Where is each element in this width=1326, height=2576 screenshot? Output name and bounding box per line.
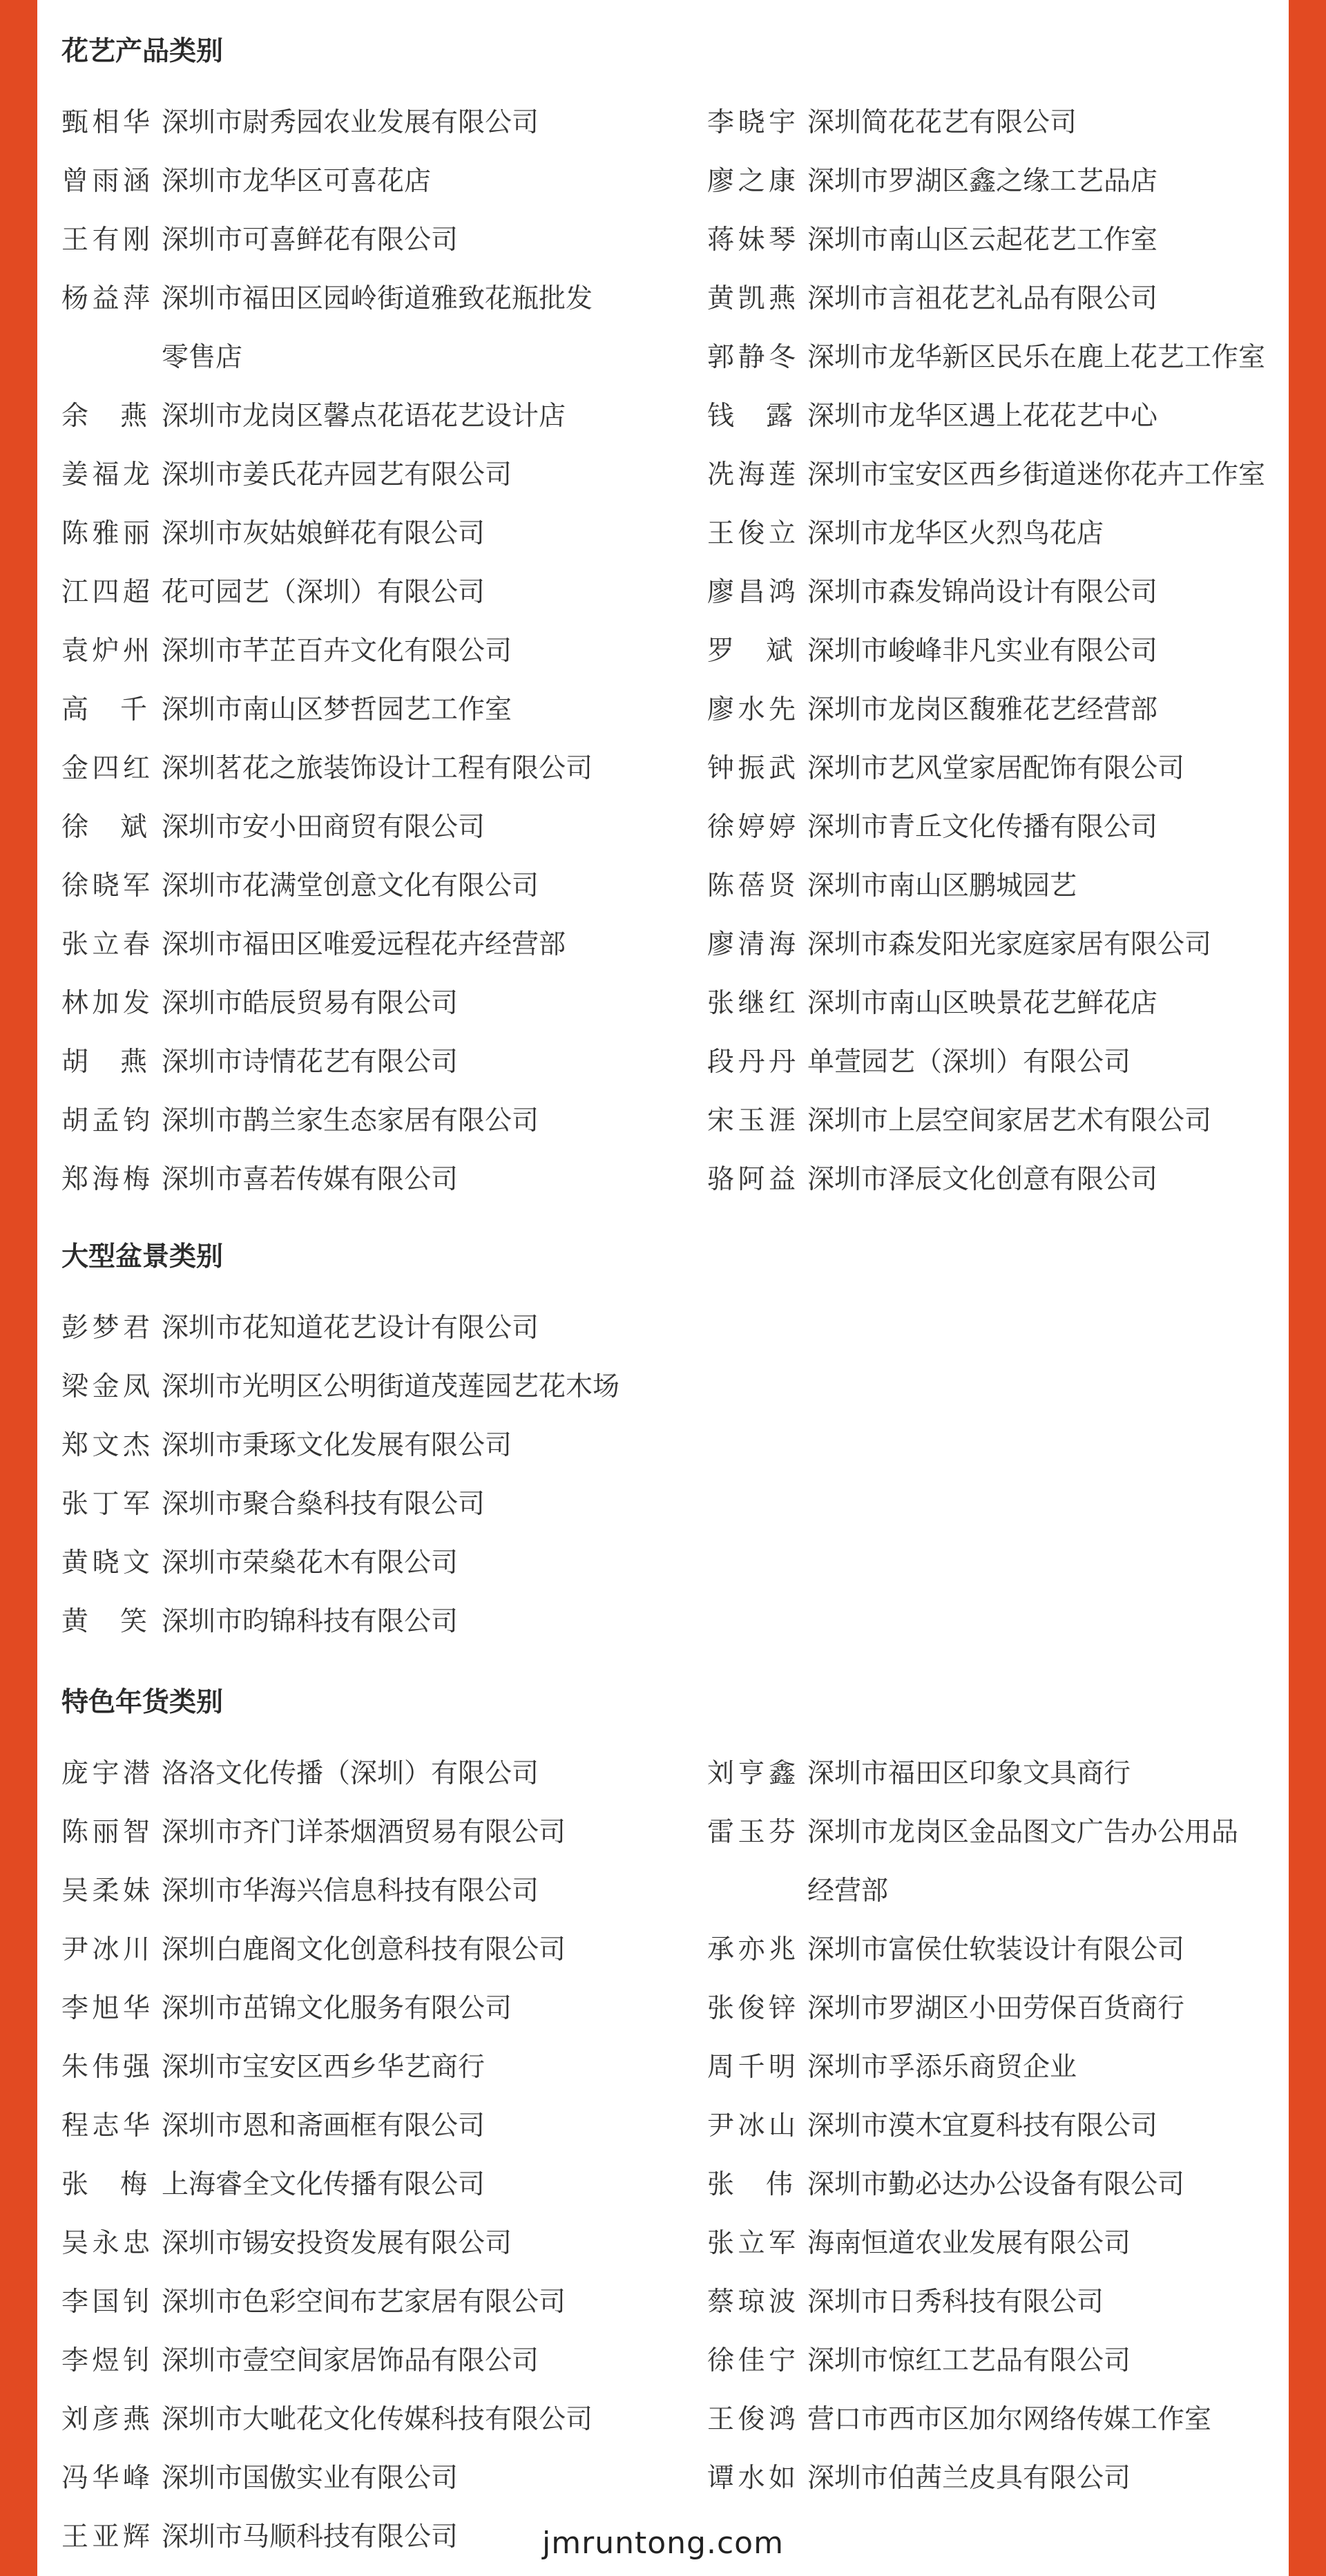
winner-list-left	[61, 1744, 683, 2566]
winner-name: 林加发	[61, 988, 150, 1019]
winner-entry	[61, 563, 683, 622]
company-name: 深圳市色彩空间布艺家居有限公司	[162, 2287, 566, 2318]
winner-entry	[707, 1979, 1289, 2038]
winner-entry	[707, 2390, 1289, 2449]
winner-entry	[61, 974, 683, 1033]
company-name: 上海睿全文化传播有限公司	[162, 2169, 486, 2200]
winner-name: 张继红	[707, 988, 796, 1019]
winner-name: 姜福龙	[61, 459, 150, 490]
winner-entry	[707, 915, 1289, 974]
company-name: 深圳市罗湖区鑫之缘工艺品店	[807, 166, 1158, 197]
winner-name: 金四红	[61, 753, 150, 784]
winner-entry	[61, 152, 683, 211]
document-page	[37, 0, 1289, 2576]
winner-entry	[61, 2214, 683, 2273]
winner-entry	[61, 1862, 683, 1920]
winner-name: 王俊鸿	[707, 2404, 796, 2435]
winner-entry	[707, 1744, 1289, 1803]
winner-entry	[707, 2331, 1289, 2390]
winner-name: 张俊锌	[707, 1993, 796, 2024]
company-name: 深圳茗花之旅装饰设计工程有限公司	[162, 753, 593, 784]
company-name: 深圳市森发阳光家庭家居有限公司	[807, 929, 1212, 960]
company-name: 深圳市龙岗区金品图文广告办公用品 经营部	[807, 1817, 1239, 1907]
company-name: 深圳市峻峰非凡实业有限公司	[807, 636, 1158, 667]
winner-entry	[61, 2273, 683, 2331]
winner-name: 徐晓军	[61, 870, 150, 901]
company-name: 深圳市诗情花艺有限公司	[162, 1047, 459, 1078]
winner-name: 廖昌鸿	[707, 577, 796, 608]
winner-list-left	[61, 1299, 683, 1651]
winner-entry	[707, 93, 1289, 152]
winner-entry	[61, 1803, 683, 1862]
winner-entry	[61, 1534, 683, 1592]
winner-entry	[61, 1150, 683, 1209]
winner-name: 徐婷婷	[707, 812, 796, 843]
company-name: 深圳市喜若传媒有限公司	[162, 1164, 459, 1195]
winner-entry	[707, 798, 1289, 857]
winner-name: 黄晓文	[61, 1547, 150, 1578]
company-name: 深圳市荣燊花木有限公司	[162, 1547, 459, 1578]
company-name: 深圳市锡安投资发展有限公司	[162, 2228, 512, 2259]
company-name: 深圳市福田区园岭街道雅致花瓶批发 零售店	[162, 283, 593, 373]
company-name: 深圳市伯茜兰皮具有限公司	[807, 2463, 1131, 2494]
winner-entry	[707, 739, 1289, 798]
company-name: 深圳市孚添乐商贸企业	[807, 2052, 1077, 2083]
company-name: 洛洛文化传播（深圳）有限公司	[162, 1758, 539, 1789]
winner-name: 彭梦君	[61, 1313, 150, 1344]
winner-name: 张立军	[707, 2228, 796, 2259]
winner-name: 宋玉涯	[707, 1105, 796, 1136]
company-name: 深圳市日秀科技有限公司	[807, 2287, 1104, 2318]
winner-entry	[61, 798, 683, 857]
company-name: 深圳市龙华区火烈鸟花店	[807, 518, 1104, 549]
company-name: 海南恒道农业发展有限公司	[807, 2228, 1131, 2259]
winner-entry	[707, 2097, 1289, 2155]
winner-name: 周千明	[707, 2052, 796, 2083]
winner-name: 徐佳宁	[707, 2345, 796, 2376]
company-name: 深圳市罗湖区小田劳保百货商行	[807, 1993, 1185, 2024]
winner-entry	[707, 563, 1289, 622]
winner-entry	[707, 2449, 1289, 2508]
winner-entry	[707, 2273, 1289, 2331]
section-title: 花艺产品类别	[61, 36, 224, 67]
winner-entry	[61, 1299, 683, 1357]
winner-name: 张立春	[61, 929, 150, 960]
winner-name: 尹冰山	[707, 2110, 796, 2141]
winner-name: 张伟	[707, 2169, 825, 2200]
company-name: 深圳市龙华区遇上花花艺中心	[807, 401, 1158, 432]
winner-name: 承亦兆	[707, 1934, 796, 1965]
winner-name: 雷玉芬	[707, 1817, 796, 1848]
winner-entry	[707, 1033, 1289, 1091]
winner-list-right	[707, 93, 1289, 1209]
company-name: 深圳市青丘文化传播有限公司	[807, 812, 1158, 843]
winner-name: 蔡琼波	[707, 2287, 796, 2318]
winner-entry	[707, 2214, 1289, 2273]
company-name: 深圳市龙岗区馥雅花艺经营部	[807, 694, 1158, 725]
company-name: 深圳市壹空间家居饰品有限公司	[162, 2345, 539, 2376]
winner-entry	[707, 211, 1289, 269]
company-name: 深圳市富侯仕软装设计有限公司	[807, 1934, 1185, 1965]
winner-name: 杨益萍	[61, 283, 150, 314]
winner-entry	[61, 504, 683, 563]
company-name: 深圳市宝安区西乡街道迷你花卉工作室	[807, 459, 1266, 490]
winner-entry	[707, 857, 1289, 915]
company-name: 深圳市龙岗区馨点花语花艺设计店	[162, 401, 566, 432]
winner-entry	[61, 2038, 683, 2097]
watermark-text: jmruntong.com	[542, 2526, 784, 2561]
company-name: 深圳市安小田商贸有限公司	[162, 812, 486, 843]
winner-name: 段丹丹	[707, 1047, 796, 1078]
section-title: 大型盆景类别	[61, 1241, 224, 1272]
winner-name: 廖水先	[707, 694, 796, 725]
company-name: 深圳市宝安区西乡华艺商行	[162, 2052, 486, 2083]
winner-name: 甄相华	[61, 107, 150, 138]
winner-name: 黄笑	[61, 1606, 180, 1637]
winner-entry	[707, 1803, 1289, 1920]
winner-name: 郑文杰	[61, 1430, 150, 1461]
company-name: 深圳市上层空间家居艺术有限公司	[807, 1105, 1212, 1136]
winner-name: 王俊立	[707, 518, 796, 549]
winner-entry	[61, 2449, 683, 2508]
winner-name: 蒋妹琴	[707, 225, 796, 256]
winner-entry	[61, 1357, 683, 1416]
winner-entry	[61, 1416, 683, 1475]
section-large-bonsai	[37, 1237, 1289, 1651]
winner-name: 李旭华	[61, 1993, 150, 2024]
winner-entry	[61, 93, 683, 152]
company-name: 深圳市齐门详茶烟酒贸易有限公司	[162, 1817, 566, 1848]
winner-entry	[707, 974, 1289, 1033]
winner-entry	[61, 1920, 683, 1979]
winner-entry	[61, 1475, 683, 1534]
company-name: 深圳市国傲实业有限公司	[162, 2463, 459, 2494]
company-name: 深圳白鹿阁文化创意科技有限公司	[162, 1934, 566, 1965]
winner-entry	[61, 2331, 683, 2390]
winner-entry	[707, 680, 1289, 739]
winner-name: 陈雅丽	[61, 518, 150, 549]
winner-entry	[707, 2155, 1289, 2214]
winner-name: 谭水如	[707, 2463, 796, 2494]
company-name: 深圳市南山区鹏城园艺	[807, 870, 1077, 901]
winner-entry	[707, 2038, 1289, 2097]
winner-name: 郭静冬	[707, 342, 796, 373]
winner-name: 冼海莲	[707, 459, 796, 490]
winner-entry	[61, 915, 683, 974]
winner-entry	[61, 1744, 683, 1803]
winner-name: 朱伟强	[61, 2052, 150, 2083]
company-name: 深圳市惊红工艺品有限公司	[807, 2345, 1131, 2376]
company-name: 深圳市泽辰文化创意有限公司	[807, 1164, 1158, 1195]
winner-name: 王亚辉	[61, 2521, 150, 2553]
winner-entry	[61, 2097, 683, 2155]
section-title: 特色年货类别	[61, 1687, 224, 1718]
winner-name: 徐斌	[61, 812, 180, 843]
winner-name: 吴永忠	[61, 2228, 150, 2259]
company-name: 深圳市尉秀园农业发展有限公司	[162, 107, 539, 138]
company-name: 深圳市灰姑娘鲜花有限公司	[162, 518, 486, 549]
winner-name: 廖之康	[707, 166, 796, 197]
winner-entry	[707, 328, 1289, 387]
company-name: 深圳市南山区梦哲园艺工作室	[162, 694, 512, 725]
winner-name: 廖清海	[707, 929, 796, 960]
winner-name: 曾雨涵	[61, 166, 150, 197]
winner-entry	[61, 2390, 683, 2449]
company-name: 营口市西市区加尔网络传媒工作室	[807, 2404, 1212, 2435]
winner-name: 郑海梅	[61, 1164, 150, 1195]
company-name: 深圳市艺风堂家居配饰有限公司	[807, 753, 1185, 784]
company-name: 深圳市福田区唯爱远程花卉经营部	[162, 929, 566, 960]
winner-name: 李国钊	[61, 2287, 150, 2318]
winner-entry	[707, 504, 1289, 563]
company-name: 单萱园艺（深圳）有限公司	[807, 1047, 1131, 1078]
company-name: 深圳市花满堂创意文化有限公司	[162, 870, 539, 901]
winner-name: 尹冰川	[61, 1934, 150, 1965]
winner-name: 胡燕	[61, 1047, 180, 1078]
company-name: 深圳市马顺科技有限公司	[162, 2521, 459, 2553]
company-name: 深圳市花知道花艺设计有限公司	[162, 1313, 539, 1344]
company-name: 深圳市茁锦文化服务有限公司	[162, 1993, 512, 2024]
winner-entry	[61, 2155, 683, 2214]
company-name: 深圳市鹊兰家生态家居有限公司	[162, 1105, 539, 1136]
company-name: 深圳市秉琢文化发展有限公司	[162, 1430, 512, 1461]
winner-name: 袁炉州	[61, 636, 150, 667]
winner-name: 梁金凤	[61, 1371, 150, 1402]
company-name: 深圳市恩和斋画框有限公司	[162, 2110, 486, 2141]
company-name: 深圳市南山区映景花艺鲜花店	[807, 988, 1158, 1019]
section-flower-products	[37, 31, 1289, 1205]
winner-entry	[61, 1091, 683, 1150]
company-name: 花可园艺（深圳）有限公司	[162, 577, 486, 608]
company-name: 深圳市龙华区可喜花店	[162, 166, 432, 197]
winner-entry	[61, 387, 683, 446]
winner-entry	[61, 1033, 683, 1091]
company-name: 深圳市姜氏花卉园艺有限公司	[162, 459, 512, 490]
company-name: 深圳市昀锦科技有限公司	[162, 1606, 459, 1637]
company-name: 深圳市华海兴信息科技有限公司	[162, 1876, 539, 1907]
company-name: 深圳市光明区公明街道茂莲园艺花木场	[162, 1371, 620, 1402]
winner-name: 李煜钊	[61, 2345, 150, 2376]
winner-entry	[61, 269, 683, 387]
company-name: 深圳市龙华新区民乐在鹿上花艺工作室	[807, 342, 1266, 373]
company-name: 深圳市南山区云起花艺工作室	[807, 225, 1158, 256]
company-name: 深圳市福田区印象文具商行	[807, 1758, 1131, 1789]
winner-entry	[61, 211, 683, 269]
winner-name: 陈丽智	[61, 1817, 150, 1848]
company-name: 深圳市言祖花艺礼品有限公司	[807, 283, 1158, 314]
company-name: 深圳市漠木宜夏科技有限公司	[807, 2110, 1158, 2141]
winner-entry	[61, 446, 683, 504]
winner-entry	[61, 622, 683, 680]
winner-name: 冯华峰	[61, 2463, 150, 2494]
winner-entry	[707, 446, 1289, 504]
company-name: 深圳市森发锦尚设计有限公司	[807, 577, 1158, 608]
winner-entry	[61, 857, 683, 915]
winner-name: 张梅	[61, 2169, 180, 2200]
winner-entry	[61, 680, 683, 739]
winner-entry	[61, 1979, 683, 2038]
winner-name: 罗斌	[707, 636, 825, 667]
winner-entry	[707, 1920, 1289, 1979]
winner-name: 刘彦燕	[61, 2404, 150, 2435]
company-name: 深圳市芊芷百卉文化有限公司	[162, 636, 512, 667]
winner-name: 陈蓓贤	[707, 870, 796, 901]
winner-name: 高千	[61, 694, 180, 725]
winner-name: 吴柔妹	[61, 1876, 150, 1907]
winner-entry	[707, 622, 1289, 680]
winner-name: 张丁军	[61, 1489, 150, 1520]
winner-name: 刘亨鑫	[707, 1758, 796, 1789]
winner-name: 骆阿益	[707, 1164, 796, 1195]
winner-entry	[707, 1091, 1289, 1150]
section-new-year-goods	[37, 1682, 1289, 2576]
winner-name: 王有刚	[61, 225, 150, 256]
company-name: 深圳市聚合燊科技有限公司	[162, 1489, 486, 1520]
winner-name: 钱露	[707, 401, 825, 432]
winner-name: 程志华	[61, 2110, 150, 2141]
winner-name: 余燕	[61, 401, 180, 432]
winner-list-right	[707, 1744, 1289, 2508]
winner-entry	[707, 269, 1289, 328]
winner-name: 江四超	[61, 577, 150, 608]
winner-name: 黄凯燕	[707, 283, 796, 314]
winner-entry	[61, 1592, 683, 1651]
company-name: 深圳市可喜鲜花有限公司	[162, 225, 459, 256]
winner-name: 胡孟钧	[61, 1105, 150, 1136]
company-name: 深圳简花花艺有限公司	[807, 107, 1077, 138]
winner-entry	[707, 1150, 1289, 1209]
winner-entry	[61, 739, 683, 798]
winner-name: 钟振武	[707, 753, 796, 784]
winner-entry	[707, 387, 1289, 446]
winner-entry	[707, 152, 1289, 211]
company-name: 深圳市勤必达办公设备有限公司	[807, 2169, 1185, 2200]
winner-list-left	[61, 93, 683, 1209]
company-name: 深圳市大呲花文化传媒科技有限公司	[162, 2404, 593, 2435]
company-name: 深圳市皓辰贸易有限公司	[162, 988, 459, 1019]
winner-name: 李晓宇	[707, 107, 796, 138]
winner-name: 庞宇潜	[61, 1758, 150, 1789]
